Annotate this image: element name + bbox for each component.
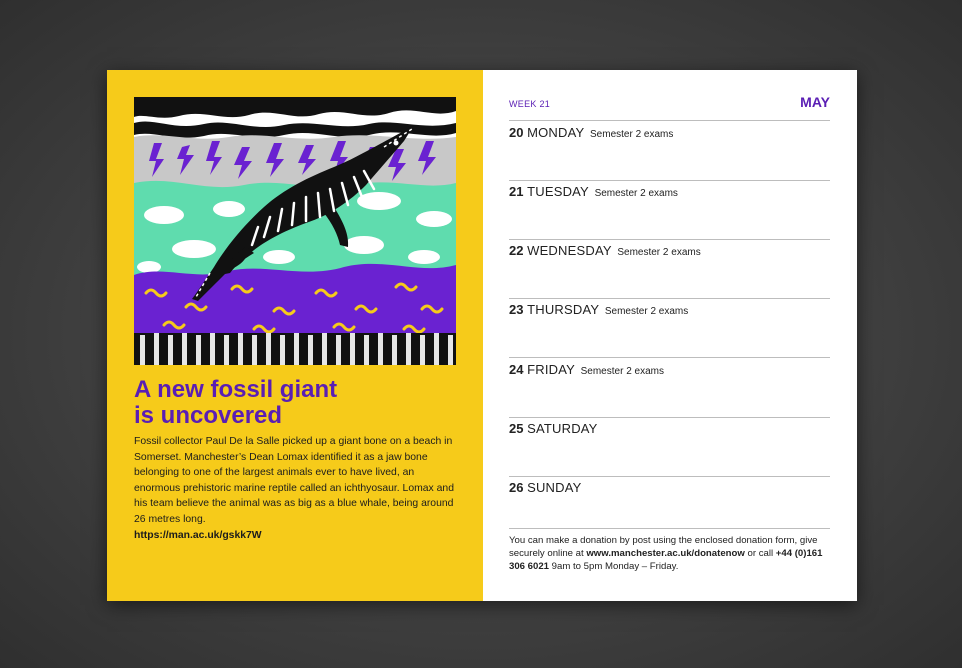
day-name: SUNDAY bbox=[527, 480, 582, 495]
day-number: 22 bbox=[509, 243, 524, 258]
day-name: WEDNESDAY bbox=[527, 243, 612, 258]
day-row-saturday bbox=[509, 421, 830, 436]
divider bbox=[509, 357, 830, 358]
divider bbox=[509, 239, 830, 240]
donation-note bbox=[509, 534, 834, 574]
article-title bbox=[134, 377, 464, 429]
day-row-monday bbox=[509, 125, 830, 140]
article-body bbox=[134, 434, 459, 543]
article-title-line1: A new fossil giant bbox=[134, 376, 338, 403]
day-row-sunday bbox=[509, 480, 830, 495]
day-number: 26 bbox=[509, 480, 524, 495]
calendar-spread bbox=[107, 70, 857, 601]
day-row-friday bbox=[509, 362, 830, 377]
day-row-tuesday bbox=[509, 184, 830, 199]
day-name: THURSDAY bbox=[527, 302, 600, 317]
day-name: MONDAY bbox=[527, 125, 585, 140]
article-page bbox=[107, 70, 483, 601]
donation-text-1: You can make a donation by post using the enclosed donation form, give securely online at bbox=[509, 535, 818, 560]
donation-text-2: or call bbox=[744, 548, 776, 560]
day-row-wednesday bbox=[509, 243, 830, 258]
ichthyosaur-illustration bbox=[134, 97, 456, 365]
day-note: Semester 2 exams bbox=[594, 188, 678, 199]
donation-text-3: 9am to 5pm Monday – Friday. bbox=[549, 561, 679, 573]
day-note: Semester 2 exams bbox=[590, 129, 674, 140]
article-body-text: Fossil collector Paul De la Salle picked up a giant bone on a beach in Somerset. Manchester’s Dean Lomax identified it as a jaw bone belonging to one of the largest animals ever to have lived, an enormous prehistoric marine reptile called an ichthyosaur. Lomax and his team believe the animal was as big as a blue whale, being around 26 metres long. bbox=[134, 436, 454, 525]
divider bbox=[509, 417, 830, 418]
day-note: Semester 2 exams bbox=[604, 306, 689, 317]
day-number: 20 bbox=[509, 125, 524, 140]
divider bbox=[509, 120, 830, 121]
day-number: 25 bbox=[509, 421, 524, 436]
day-number: 23 bbox=[509, 302, 524, 317]
divider bbox=[509, 476, 830, 477]
calendar-page bbox=[483, 70, 857, 601]
divider bbox=[509, 528, 830, 529]
divider bbox=[509, 180, 830, 181]
divider bbox=[509, 298, 830, 299]
day-number: 21 bbox=[509, 184, 524, 199]
day-note: Semester 2 exams bbox=[617, 247, 701, 258]
month-label: MAY bbox=[800, 94, 830, 110]
article-link[interactable]: https://man.ac.uk/gskk7W bbox=[134, 529, 262, 541]
day-note: Semester 2 exams bbox=[580, 366, 664, 377]
donation-url[interactable]: www.manchester.ac.uk/donatenow bbox=[586, 548, 745, 560]
donation-phone[interactable]: +44 (0)161 306 6021 bbox=[509, 548, 823, 573]
day-name: TUESDAY bbox=[527, 184, 589, 199]
day-name: SATURDAY bbox=[527, 421, 598, 436]
day-name: FRIDAY bbox=[527, 362, 575, 377]
day-row-thursday bbox=[509, 302, 830, 317]
article-title-line2: is uncovered bbox=[134, 402, 283, 429]
day-number: 24 bbox=[509, 362, 524, 377]
week-label: WEEK 21 bbox=[509, 99, 551, 109]
